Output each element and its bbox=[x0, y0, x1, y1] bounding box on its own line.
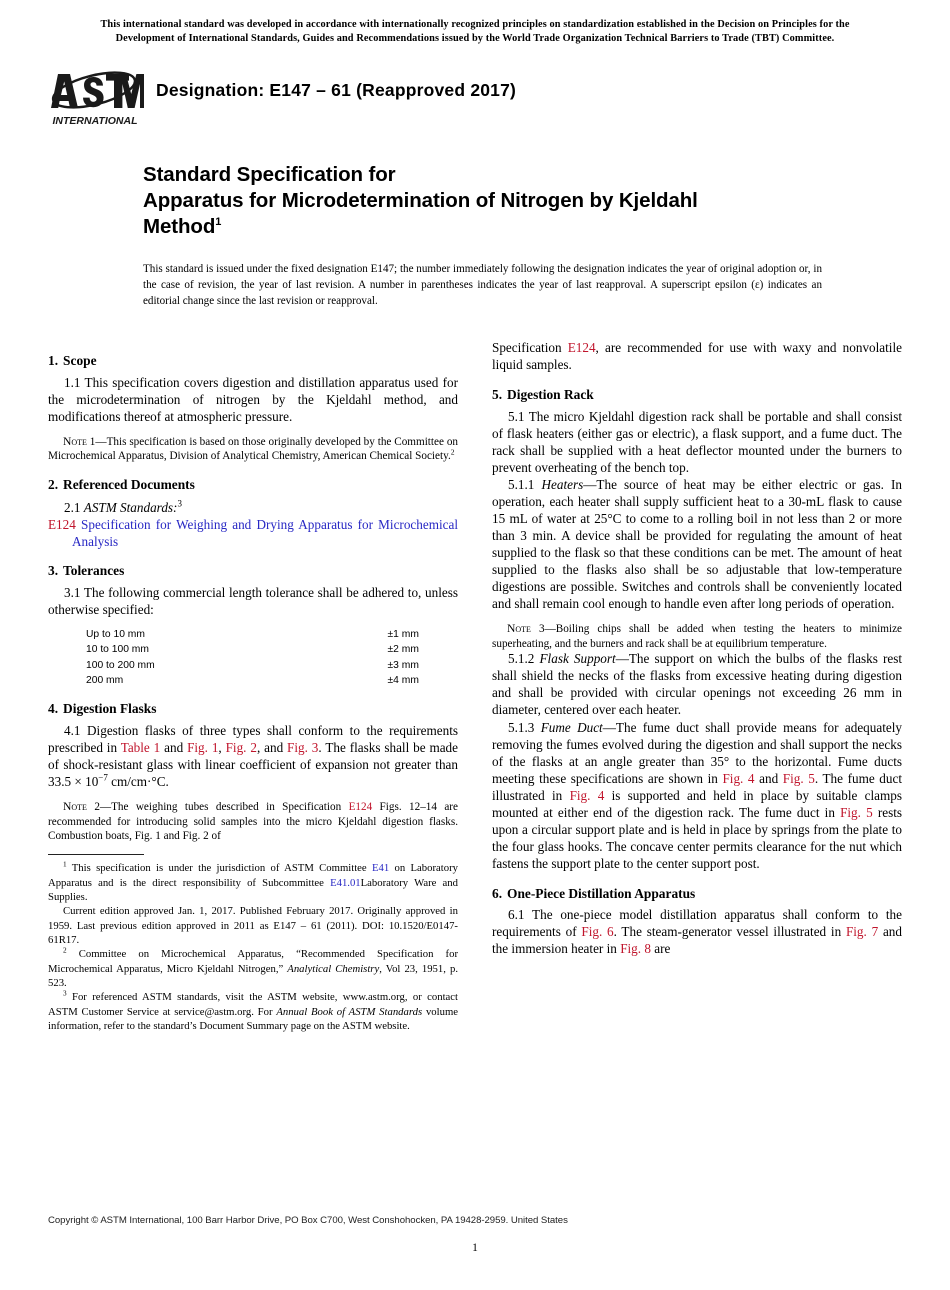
xref-fig-8[interactable]: Fig. 8 bbox=[620, 941, 651, 957]
paragraph-5-1-3-part-c: . The fume duct illustrated in bbox=[492, 770, 902, 803]
designation-label: Designation: E147 – 61 (Reapproved 2017) bbox=[156, 79, 517, 100]
copyright-notice: Copyright © ASTM International, 100 Barr Harbor Drive, PO Box C700, West Conshohocken, PA 19428-2959. United States bbox=[48, 1215, 568, 1226]
section-4-number: 4. bbox=[48, 701, 59, 717]
paragraph-5-1-3-number: 5.1.3 bbox=[508, 720, 535, 736]
section-heading-6 bbox=[492, 886, 902, 903]
note-3-label: Note bbox=[507, 622, 531, 636]
astm-logo bbox=[48, 66, 144, 128]
tolerance-value: ±2 mm bbox=[387, 644, 419, 656]
page-number: 1 bbox=[472, 1242, 478, 1254]
footnote-3-part-a: For referenced ASTM standards, visit the ASTM website, www.astm.org, or contact ASTM Customer Service at service@astm.org. For bbox=[48, 991, 458, 1018]
document-page bbox=[0, 18, 950, 1290]
xref-e124-note2[interactable]: E124 bbox=[348, 800, 373, 813]
paragraph-3-1: 3.1 The following commercial length tolerance shall be adhered to, unless otherwise specified: bbox=[48, 584, 458, 617]
footnote-separator-rule bbox=[48, 854, 144, 855]
xref-fig-7[interactable]: Fig. 7 bbox=[845, 924, 879, 940]
section-heading-2 bbox=[48, 477, 458, 494]
paragraph-5-1-1 bbox=[492, 477, 902, 613]
issued-note: This standard is issued under the fixed designation E147; the number immediately following the designation indicates the year of original adoption or, in the case of revision, the year of last revision. A number in parentheses indicates the year of last reapproval. A superscript epsilon (ε) indicates an editorial change since the last revision or reapproval. bbox=[143, 263, 822, 307]
section-2-number: 2. bbox=[48, 476, 59, 492]
heaters-term: Heaters bbox=[541, 477, 584, 493]
xref-e124-continued[interactable]: E124 bbox=[567, 340, 596, 355]
title-footnote-marker: 1 bbox=[215, 216, 222, 229]
paragraph-6-1 bbox=[492, 907, 902, 958]
note-1-text: 1—This specification is based on those originally developed by the Committee on Microchemical Apparatus, Division of Analytical Chemistry, American Chemical Society. bbox=[48, 435, 459, 463]
paragraph-5-1-1-number: 5.1.1 bbox=[508, 477, 535, 493]
section-6-title: One-Piece Distillation Apparatus bbox=[507, 885, 696, 901]
xref-subcommittee-e4101[interactable]: E41.01 bbox=[330, 876, 361, 889]
paragraph-4-1-part-b: and bbox=[160, 740, 188, 756]
section-3-title: Tolerances bbox=[63, 562, 125, 578]
note-2-part-a: 2—The weighing tubes described in Specification bbox=[94, 800, 349, 813]
footnote-3 bbox=[48, 990, 458, 1033]
paragraph-4-1 bbox=[48, 723, 458, 791]
title-line-1: Standard Specification for bbox=[143, 162, 396, 186]
tolerance-range: 200 mm bbox=[86, 674, 124, 686]
paragraph-5-1-3-part-d: is supported and held in place by suitable clamps mounted at either end of the digestion rack. The fume duct in bbox=[492, 787, 903, 820]
table-row bbox=[48, 643, 458, 658]
footnote-1-edition: Current edition approved Jan. 1, 2017. Published February 2017. Originally approved in 1959. Last previous edition approved in 2011 as E147 – 61 (2011). DOI: 10.1520/E0147-61R17. bbox=[48, 905, 458, 947]
astm-standards-superscript: 3 bbox=[177, 498, 182, 509]
paragraph-4-1-part-a: 4.1 Digestion flasks of three types shall conform to the requirements prescribed in bbox=[48, 723, 458, 756]
footnote-3-marker: 3 bbox=[63, 989, 67, 998]
tolerance-table-body bbox=[48, 628, 458, 689]
footnote-2 bbox=[48, 947, 458, 990]
tolerance-table bbox=[48, 628, 458, 689]
paragraph-5-1-2-number: 5.1.2 bbox=[508, 651, 535, 667]
xref-fig-4[interactable]: Fig. 4 bbox=[722, 770, 755, 786]
title-line-3-text: Method bbox=[143, 215, 216, 239]
paragraph-5-1-2 bbox=[492, 651, 902, 719]
astm-logo-subtext: INTERNATIONAL bbox=[52, 114, 138, 127]
designation-row bbox=[48, 66, 950, 128]
section-1-title: Scope bbox=[63, 353, 97, 368]
tbt-banner bbox=[48, 18, 902, 46]
paragraph-2-1 bbox=[48, 499, 458, 516]
table-row bbox=[48, 673, 458, 688]
paragraph-2-1-number: 2.1 bbox=[64, 499, 81, 515]
section-5-number: 5. bbox=[492, 386, 503, 402]
table-row bbox=[48, 658, 458, 673]
xref-fig-6[interactable]: Fig. 6 bbox=[581, 924, 614, 940]
paragraph-5-1-3-part-a: —The fume duct shall provide means for adequately removing the fumes evolved during the digestion and shall support the necks of the flasks at an angle greater than 35° to the horizontal. Fume ducts meeting these specifications are shown in bbox=[492, 720, 902, 786]
section-heading-3 bbox=[48, 563, 458, 580]
xref-fig-5[interactable]: Fig. 5 bbox=[782, 770, 815, 786]
continued-part-b: , are recommended for use with waxy and nonvolatile liquid samples. bbox=[492, 340, 902, 372]
paragraph-5-1-1-text: —The source of heat may be either electric or gas. In operation, each heater shall supply sufficient heat to a 30-mL flask to cause 15 mL of water at 25°C to come to a rolling boil in not less than 2 or more than 3 min. A device shall be provided for regulating the amount of heat supplied to the flask so that these conditions can be met. The amount of heat supplied to the flasks also shall be so adjustable that low-temperature digestions are possible. Switches and controls shall be conveniently located and shall remain cool enough to handle even after long periods of operation. bbox=[492, 477, 903, 612]
tbt-banner-line2: Development of International Standards, Guides and Recommendations issued by the World Trade Organization Technical Barriers to Trade (TBT) Committee. bbox=[115, 32, 835, 44]
note-2 bbox=[48, 800, 458, 843]
xref-fig-2[interactable]: Fig. 2 bbox=[225, 740, 257, 756]
note-1-label: Note bbox=[63, 434, 87, 448]
footnote-1 bbox=[48, 861, 458, 904]
title-block bbox=[143, 162, 830, 241]
footnote-2-marker: 2 bbox=[63, 946, 67, 955]
body-columns bbox=[48, 340, 902, 1033]
footnote-1-part-a: This specification is under the jurisdiction of ASTM Committee bbox=[71, 862, 372, 875]
standard-ref-title-E124[interactable]: Specification for Weighing and Drying Apparatus for Microchemical Analysis bbox=[72, 516, 459, 549]
section-4-title: Digestion Flasks bbox=[63, 701, 157, 717]
paragraph-5-1-2-text: —The support on which the bulbs of the flasks rest shall shield the necks of the flasks from excessive heating during digestion and shall be provided with circular openings not exceeding 26 mm in diameter, centered over each heater. bbox=[492, 651, 902, 718]
section-5-title: Digestion Rack bbox=[507, 386, 594, 402]
footnotes-block bbox=[48, 854, 458, 1033]
tolerance-value: ±1 mm bbox=[387, 629, 419, 641]
footnote-3-book-title: Annual Book of ASTM Standards bbox=[276, 1005, 423, 1018]
tolerance-value: ±3 mm bbox=[387, 659, 419, 671]
tbt-banner-line1: This international standard was developed in accordance with internationally recognized principles on standardization established in the Decision on Principles for the bbox=[100, 19, 850, 30]
xref-table-1[interactable]: Table 1 bbox=[120, 740, 161, 756]
paragraph-6-1-part-c: and the immersion heater in bbox=[492, 924, 902, 957]
note-2-label: Note bbox=[63, 799, 87, 813]
astm-standards-label: ASTM Standards: bbox=[83, 499, 178, 515]
continued-paragraph-note2 bbox=[492, 340, 902, 374]
section-heading-4 bbox=[48, 701, 458, 718]
referenced-standard-entry[interactable] bbox=[48, 516, 458, 550]
paragraph-5-1: 5.1 The micro Kjeldahl digestion rack shall be portable and shall consist of flask heaters (either gas or electric), a flask support, and a fume duct. The rack shall be supplied with a heat deflector mounted under the burners to prevent overheating of the bench top. bbox=[492, 408, 902, 475]
xref-fig-4-second[interactable]: Fig. 4 bbox=[569, 787, 605, 803]
footnote-2-part-a: Committee on Microchemical Apparatus, “Recommended Specification for Microchemical Apparatus, Micro Kjeldahl Nitrogen,” bbox=[48, 948, 459, 975]
paragraph-5-1-3 bbox=[492, 720, 902, 873]
expansion-exponent: −7 bbox=[98, 772, 108, 783]
footnote-1-part-b: on Laboratory Apparatus and is the direct responsibility of Subcommittee bbox=[48, 862, 458, 889]
tolerance-range: 100 to 200 mm bbox=[86, 659, 155, 671]
paragraph-4-1-part-c: , bbox=[218, 740, 226, 756]
fume-duct-term: Fume Duct bbox=[540, 720, 603, 736]
section-heading-5 bbox=[492, 387, 902, 404]
xref-fig-3[interactable]: Fig. 3 bbox=[287, 740, 319, 756]
note-3 bbox=[492, 622, 902, 651]
section-1-number: 1. bbox=[48, 353, 59, 368]
note-1 bbox=[48, 435, 458, 464]
page-footer bbox=[48, 1215, 902, 1254]
note-1-superscript: 2 bbox=[450, 447, 455, 457]
footnote-1-marker: 1 bbox=[63, 860, 67, 869]
paragraph-5-1-3-part-b: and bbox=[754, 770, 783, 786]
tolerance-range: Up to 10 mm bbox=[86, 629, 145, 641]
paragraph-6-1-part-b: . The steam-generator vessel illustrated in bbox=[613, 924, 846, 940]
right-column bbox=[492, 340, 902, 1033]
left-column bbox=[48, 340, 458, 1033]
table-row bbox=[48, 628, 458, 643]
xref-fig-5-second[interactable]: Fig. 5 bbox=[840, 804, 873, 820]
tolerance-value: ±4 mm bbox=[387, 674, 419, 686]
footnote-2-journal: Analytical Chemistry bbox=[287, 962, 380, 975]
footnote-3-part-b: volume information, refer to the standard’s Document Summary page on the ASTM website. bbox=[48, 1005, 458, 1033]
section-heading-1 bbox=[48, 353, 458, 370]
note-2-part-b: Figs. 12–14 are recommended for introducing solid samples into the micro Kjeldahl digestion flasks. Combustion boats, Fig. 1 and Fig. 2 of bbox=[48, 800, 458, 843]
xref-committee-e41[interactable]: E41 bbox=[371, 862, 390, 875]
paragraph-5-1-3-part-e: rests upon a circular support plate and is held in place by springs from the plate to the four glass hooks. The concave center permits clearance for the nut which fastens the support plate to the center support post. bbox=[492, 804, 902, 871]
paragraph-4-1-part-e: . The flasks shall be made of shock-resistant glass with linear coefficient of expansion not greater than 33.5 × 10 bbox=[48, 740, 459, 789]
paragraph-1-1: 1.1 This specification covers digestion and distillation apparatus used for the microdetermination of nitrogen by the Kjeldahl method, and modifications thereof at atmospheric pressure. bbox=[48, 374, 458, 424]
paragraph-6-1-part-a: 6.1 The one-piece model distillation apparatus shall conform to the requirements of bbox=[492, 907, 902, 940]
title-line-3 bbox=[143, 214, 830, 240]
section-2-title: Referenced Documents bbox=[63, 476, 195, 492]
tolerance-range: 10 to 100 mm bbox=[86, 644, 149, 656]
section-6-number: 6. bbox=[492, 885, 503, 901]
xref-fig-1[interactable]: Fig. 1 bbox=[187, 740, 219, 756]
continued-part-a: Specification bbox=[492, 340, 568, 355]
footnote-2-part-b: , Vol 23, 1951, p. 523. bbox=[48, 962, 458, 990]
flask-support-term: Flask Support bbox=[539, 651, 616, 667]
paragraph-4-1-part-f: cm/cm·°C. bbox=[107, 774, 169, 789]
title-line-2: Apparatus for Microdetermination of Nitrogen by Kjeldahl bbox=[143, 189, 698, 213]
paragraph-6-1-part-d: are bbox=[650, 941, 671, 957]
paragraph-4-1-part-d: , and bbox=[256, 740, 288, 756]
note-3-text: 3—Boiling chips shall be added when testing the heaters to minimize superheating, and the burners and rack shall be at equilibrium temperature. bbox=[492, 623, 902, 650]
section-3-number: 3. bbox=[48, 562, 59, 578]
footnote-1-part-c: Laboratory Ware and Supplies. bbox=[48, 876, 458, 904]
standard-ref-id-E124[interactable]: E124 bbox=[48, 516, 76, 532]
